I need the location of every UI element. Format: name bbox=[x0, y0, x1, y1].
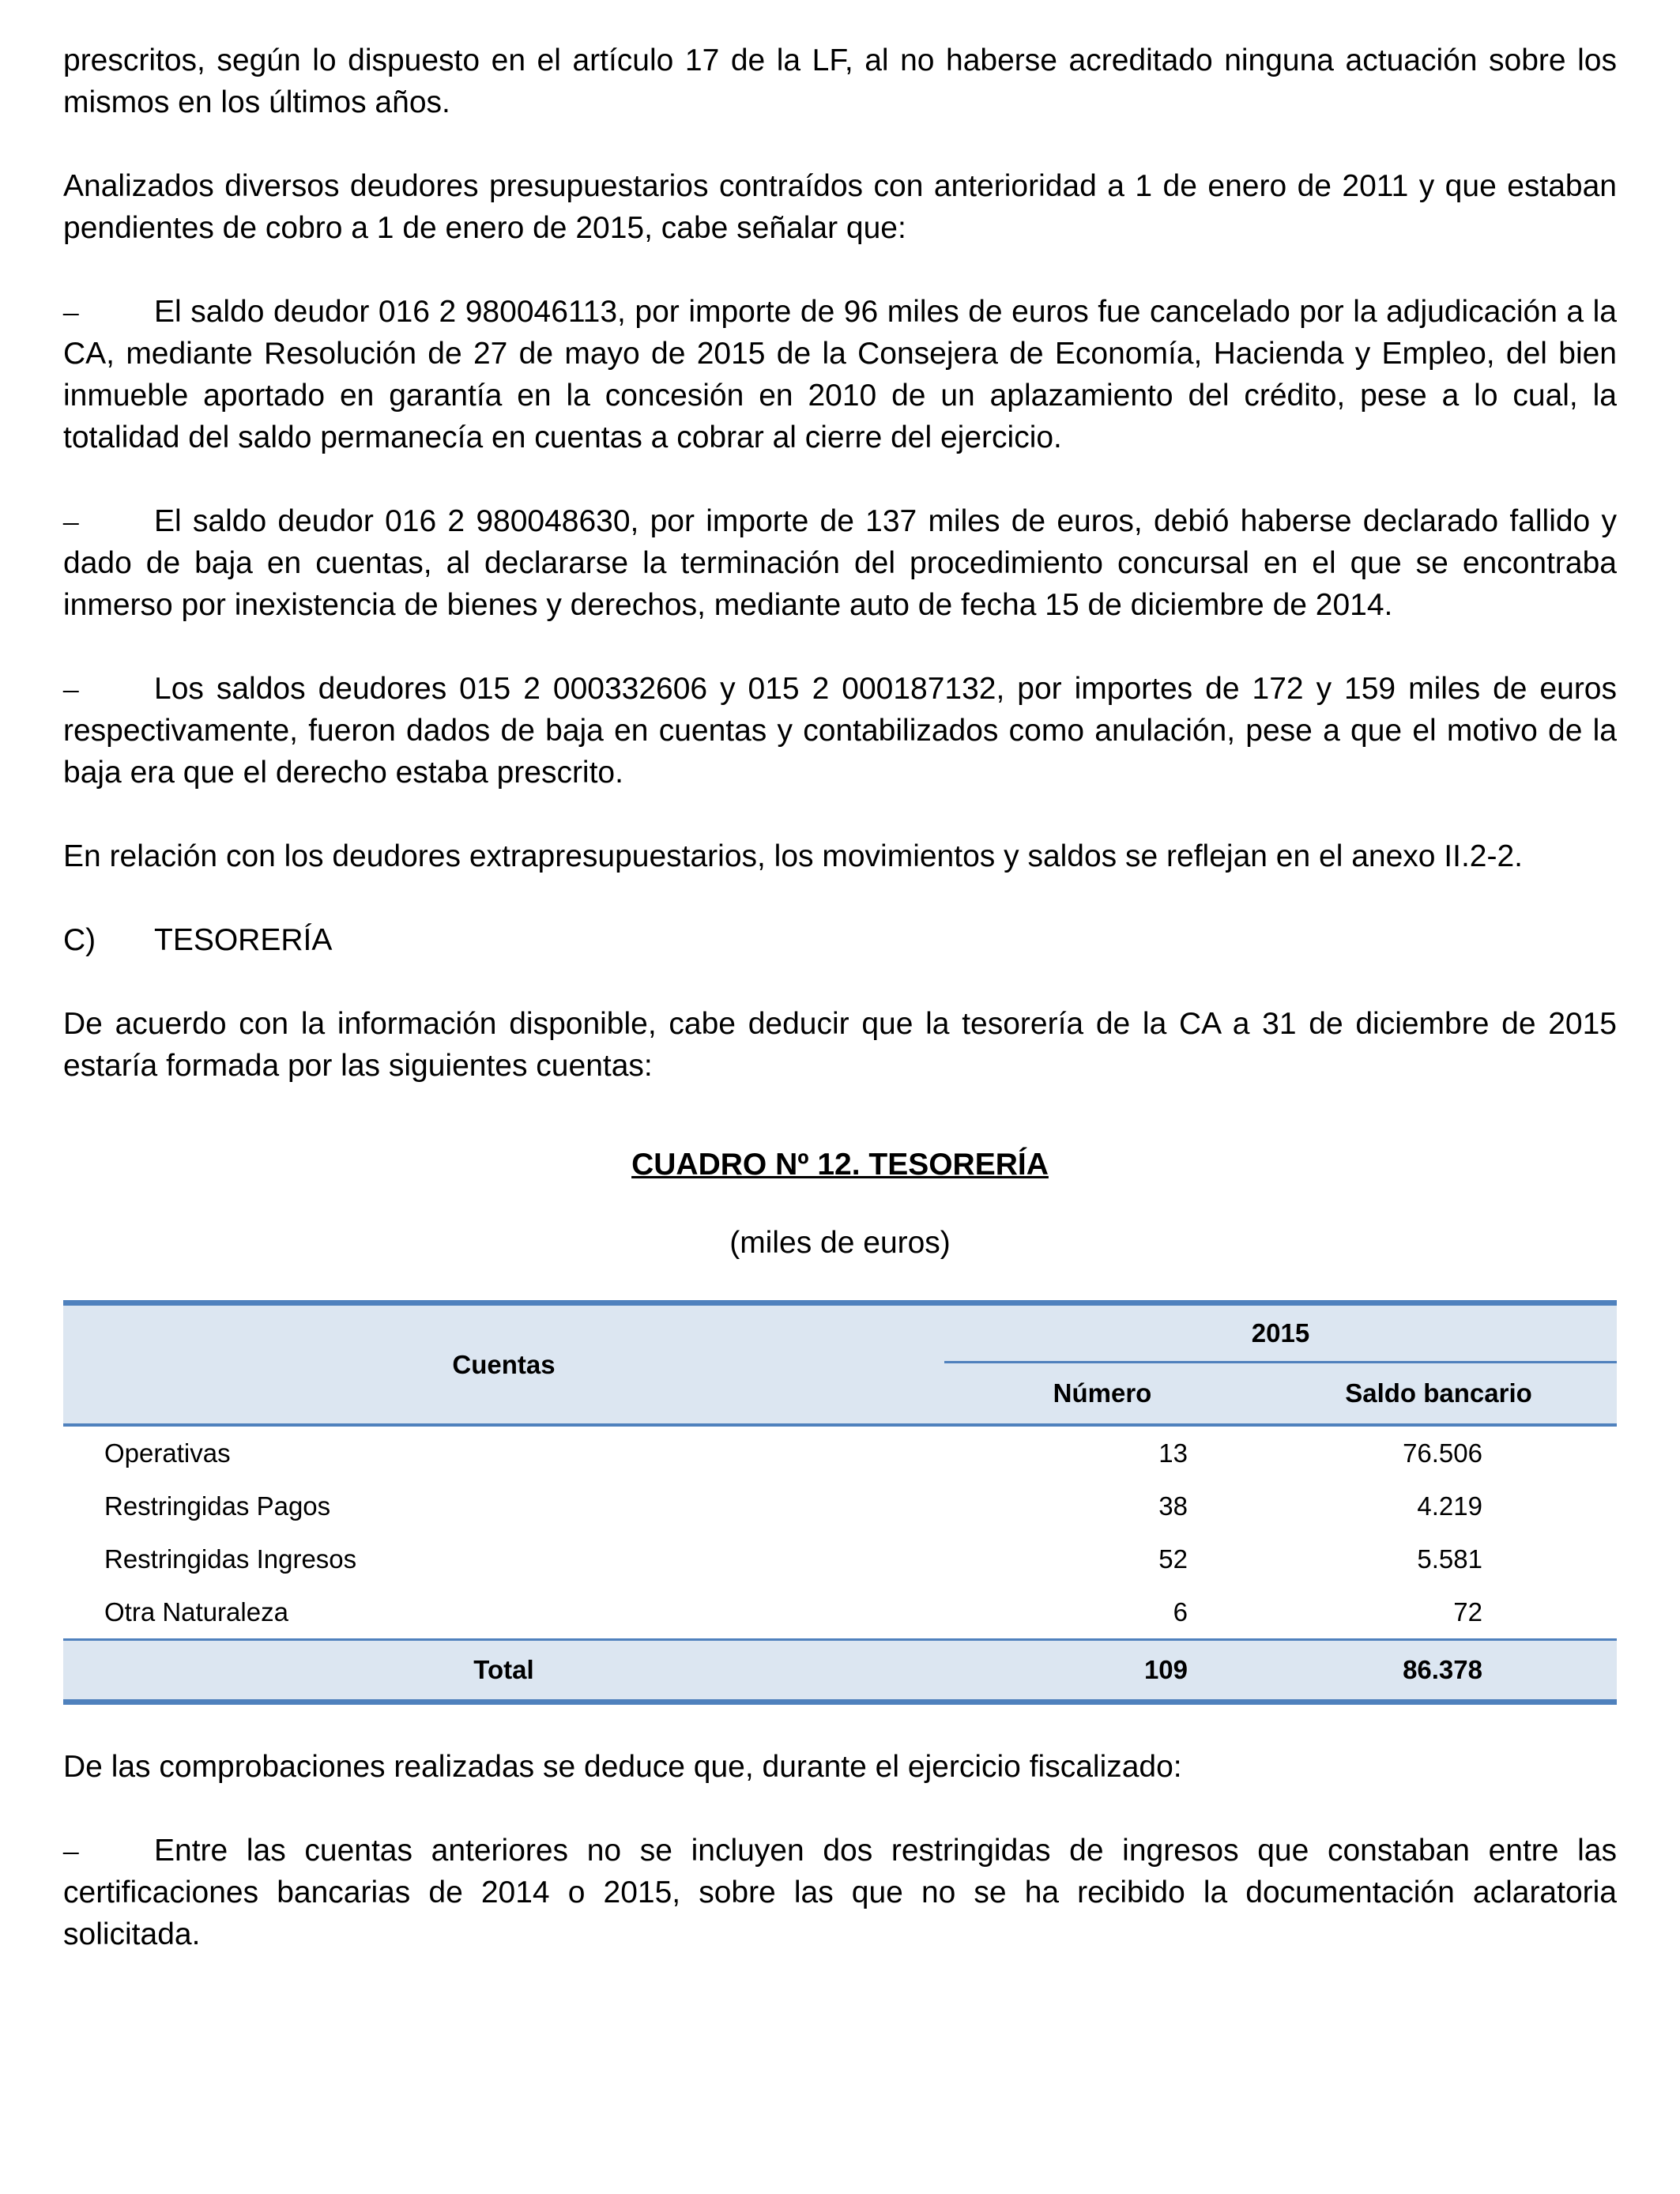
section-heading bbox=[63, 919, 1617, 961]
row-label: Restringidas Ingresos bbox=[104, 1544, 357, 1574]
bullet-item-saldos-172-159 bbox=[63, 668, 1617, 794]
total-balance: 86.378 bbox=[1260, 1640, 1617, 1702]
row-label: Operativas bbox=[104, 1438, 231, 1468]
total-number: 109 bbox=[944, 1640, 1260, 1702]
table-title: CUADRO Nº 12. TESORERÍA bbox=[631, 1148, 1049, 1182]
section-letter: C) bbox=[63, 923, 96, 957]
row-number: 52 bbox=[1158, 1544, 1188, 1574]
row-number: 13 bbox=[1158, 1438, 1188, 1468]
bullet-dash: – bbox=[63, 672, 79, 706]
row-label: Otra Naturaleza bbox=[104, 1596, 288, 1627]
table-row bbox=[63, 1532, 1617, 1585]
paragraph-tesoreria-intro: De acuerdo con la información disponible, cabe deducir que la tesorería de la CA a 31 de diciembre de 2015 estaría formada por las siguientes cuentas: bbox=[63, 1007, 1617, 1083]
row-number: 38 bbox=[1158, 1491, 1188, 1521]
bullet-text: El saldo deudor 016 2 980048630, por importe de 137 miles de euros, debió haberse declarado fallido y dado de baja en cuentas, al declararse la terminación del procedimiento concursal en el que se encontraba inmerso por inexistencia de bienes y derechos, mediante auto de fecha 15 de diciembre de 2014. bbox=[63, 504, 1617, 622]
paragraph-prescritos: prescritos, según lo dispuesto en el artículo 17 de la LF, al no haberse acreditado ninguna actuación sobre los mismos en los últimos años. bbox=[63, 43, 1617, 119]
bullet-item-saldo-96 bbox=[63, 291, 1617, 458]
header-accounts: Cuentas bbox=[63, 1303, 944, 1426]
bullet-text: El saldo deudor 016 2 980046113, por importe de 96 miles de euros fue cancelado por la adjudicación a la CA, mediante Resolución de 27 de mayo de 2015 de la Consejera de Economía, Hacienda y Empleo, del bien inmueble aportado en garantía en la concesión en 2010 de un aplazamiento del crédito, pese a lo cual, la totalidad del saldo permanecía en cuentas a cobrar al cierre del ejercicio. bbox=[63, 295, 1617, 454]
table-row bbox=[63, 1480, 1617, 1532]
paragraph-deudores-presupuestarios: Analizados diversos deudores presupuestarios contraídos con anterioridad a 1 de enero de 2011 y que estaban pendientes de cobro a 1 de enero de 2015, cabe señalar que: bbox=[63, 169, 1617, 245]
header-balance: Saldo bancario bbox=[1260, 1363, 1617, 1426]
table-total-row bbox=[63, 1640, 1617, 1702]
bullet-dash: – bbox=[63, 1834, 79, 1868]
section-title: TESORERÍA bbox=[154, 923, 333, 957]
row-label: Restringidas Pagos bbox=[104, 1491, 331, 1521]
table-unit: (miles de euros) bbox=[729, 1226, 951, 1260]
bullet-dash: – bbox=[63, 504, 79, 538]
bullet-text: Entre las cuentas anteriores no se incluyen dos restringidas de ingresos que constaban entre las certificaciones bancarias de 2014 o 2015, sobre las que no se ha recibido la documentación aclaratoria solicitada. bbox=[63, 1834, 1617, 1951]
row-balance: 76.506 bbox=[1403, 1438, 1482, 1468]
paragraph-extrapresupuestarios: En relación con los deudores extrapresupuestarios, los movimientos y saldos se reflejan en el anexo II.2-2. bbox=[63, 839, 1523, 873]
bullet-item-saldo-137 bbox=[63, 500, 1617, 626]
bullet-item-restringidas bbox=[63, 1830, 1617, 1955]
bullet-text: Los saldos deudores 015 2 000332606 y 015 2 000187132, por importes de 172 y 159 miles de euros respectivamente, fueron dados de baja en cuentas y contabilizados como anulación, pese a que el motivo de la baja era que el derecho estaba prescrito. bbox=[63, 672, 1617, 790]
table-row bbox=[63, 1425, 1617, 1480]
treasury-table bbox=[63, 1300, 1617, 1705]
header-year: 2015 bbox=[944, 1303, 1617, 1363]
document-page bbox=[63, 40, 1617, 1955]
row-balance: 4.219 bbox=[1417, 1491, 1482, 1521]
total-label: Total bbox=[63, 1640, 944, 1702]
row-number: 6 bbox=[1173, 1596, 1188, 1627]
bullet-dash: – bbox=[63, 295, 79, 329]
row-balance: 72 bbox=[1453, 1596, 1482, 1627]
table-row bbox=[63, 1585, 1617, 1640]
row-balance: 5.581 bbox=[1417, 1544, 1482, 1574]
header-number: Número bbox=[944, 1363, 1260, 1426]
paragraph-comprobaciones: De las comprobaciones realizadas se deduce que, durante el ejercicio fiscalizado: bbox=[63, 1750, 1182, 1784]
